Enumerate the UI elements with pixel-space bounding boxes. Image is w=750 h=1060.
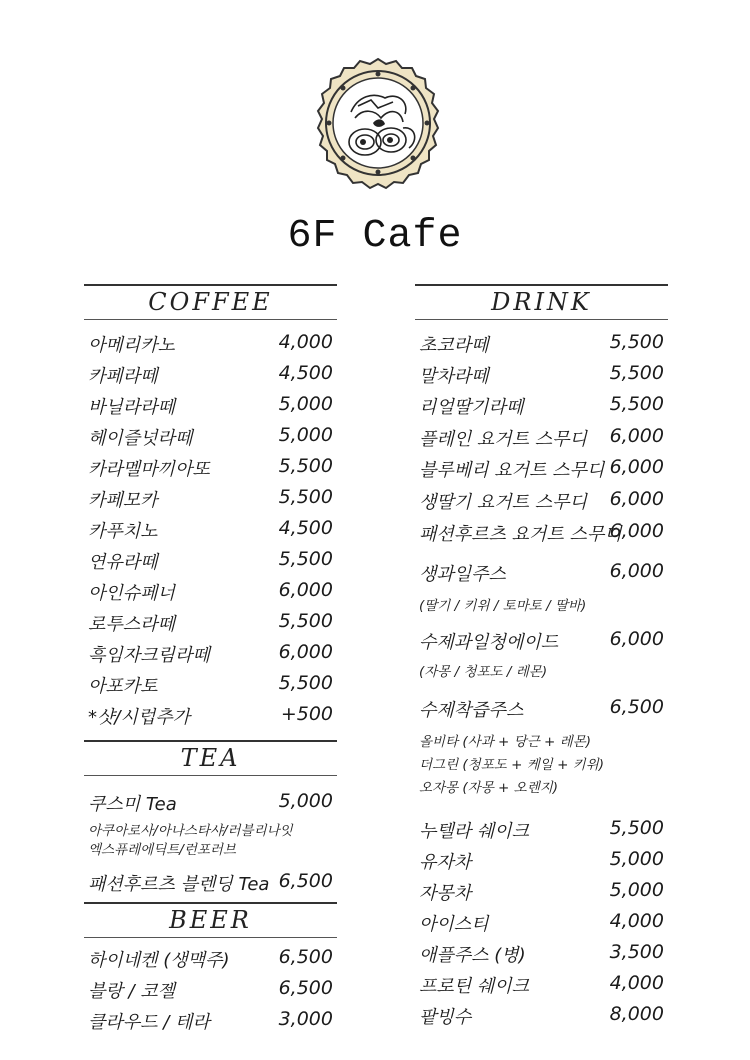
menu-item: 블랑 / 코젤 6,500 — [88, 977, 333, 1002]
menu-item-detail: 아쿠아로사/아나스타샤/러블리나잇 — [88, 823, 293, 839]
menu-item: 수제착즙주스 6,500 — [419, 696, 664, 721]
menu-item: 프로틴 쉐이크 4,000 — [419, 972, 664, 997]
menu-item: 말차라떼 5,500 — [419, 362, 664, 387]
menu-item: 카라멜마끼아또 5,500 — [88, 455, 333, 480]
menu-item: 로투스라떼 5,500 — [88, 610, 333, 635]
menu-item-detail: 올비타 (사과 + 당근 + 레몬) — [419, 734, 591, 750]
menu-item: 바닐라라떼 5,000 — [88, 393, 333, 418]
menu-item: 생딸기 요거트 스무디 6,000 — [419, 488, 664, 513]
menu-item: 생과일주스 6,000 — [419, 560, 664, 585]
menu-item: 연유라떼 5,500 — [88, 548, 333, 573]
menu-item: 초코라떼 5,500 — [419, 331, 664, 356]
drink-section — [415, 284, 668, 320]
coffee-list — [84, 331, 337, 734]
menu-item-detail: 더그린 (청포도 + 케일 + 키위) — [419, 757, 605, 773]
menu-item: 유자차 5,000 — [419, 848, 664, 873]
tea-header: TEA — [84, 740, 337, 776]
menu-item-detail: 오자몽 (자몽 + 오렌지) — [419, 780, 559, 796]
menu-item: 누텔라 쉐이크 5,500 — [419, 817, 664, 842]
menu-item: *샷/시럽추가 +500 — [88, 703, 333, 728]
menu-item: 수제과일청에이드 6,000 — [419, 628, 664, 653]
tea-list — [84, 790, 337, 900]
menu-item: 쿠스미 Tea 5,000 — [88, 790, 333, 815]
menu-item: 자몽차 5,000 — [419, 879, 664, 904]
menu-item: 패션후르츠 블렌딩 Tea 6,500 — [88, 870, 333, 895]
beer-header: BEER — [84, 902, 337, 938]
menu-item-detail: (딸기 / 키위 / 토마토 / 딸바) — [419, 598, 587, 614]
menu-item: 하이네켄 (생맥주) 6,500 — [88, 946, 333, 971]
menu-item: 애플주스 (병) 3,500 — [419, 941, 664, 966]
menu-item: 클라우드 / 테라 3,000 — [88, 1008, 333, 1033]
menu-item: 아메리카노 4,000 — [88, 331, 333, 356]
menu-item: 아포카토 5,500 — [88, 672, 333, 697]
menu-item: 아인슈페너 6,000 — [88, 579, 333, 604]
drink-header: DRINK — [415, 284, 668, 320]
cafe-title: 6F Cafe — [287, 214, 463, 259]
menu-item: 흑임자크림라떼 6,000 — [88, 641, 333, 666]
menu-item: 카푸치노 4,500 — [88, 517, 333, 542]
menu-item: 패션후르츠 요거트 스무디 6,000 — [419, 520, 664, 545]
menu-item: 블루베리 요거트 스무디 6,000 — [419, 456, 664, 481]
beer-section — [84, 902, 337, 938]
cafe-logo-emblem — [303, 48, 453, 198]
coffee-header: COFFEE — [84, 284, 337, 320]
menu-item: 카페라떼 4,500 — [88, 362, 333, 387]
drink-list — [415, 331, 668, 1051]
menu-item: 헤이즐넛라떼 5,000 — [88, 424, 333, 449]
menu-item: 아이스티 4,000 — [419, 910, 664, 935]
menu-item: 리얼딸기라떼 5,500 — [419, 393, 664, 418]
menu-item: 플레인 요거트 스무디 6,000 — [419, 425, 664, 450]
coffee-section — [84, 284, 337, 320]
menu-item-detail: 엑스퓨레에딕트/런포러브 — [88, 842, 236, 858]
beer-list — [84, 946, 337, 1039]
tea-section — [84, 740, 337, 776]
menu-item-detail: (자몽 / 청포도 / 레몬) — [419, 664, 548, 680]
menu-item: 카페모카 5,500 — [88, 486, 333, 511]
menu-item: 팥빙수 8,000 — [419, 1003, 664, 1028]
